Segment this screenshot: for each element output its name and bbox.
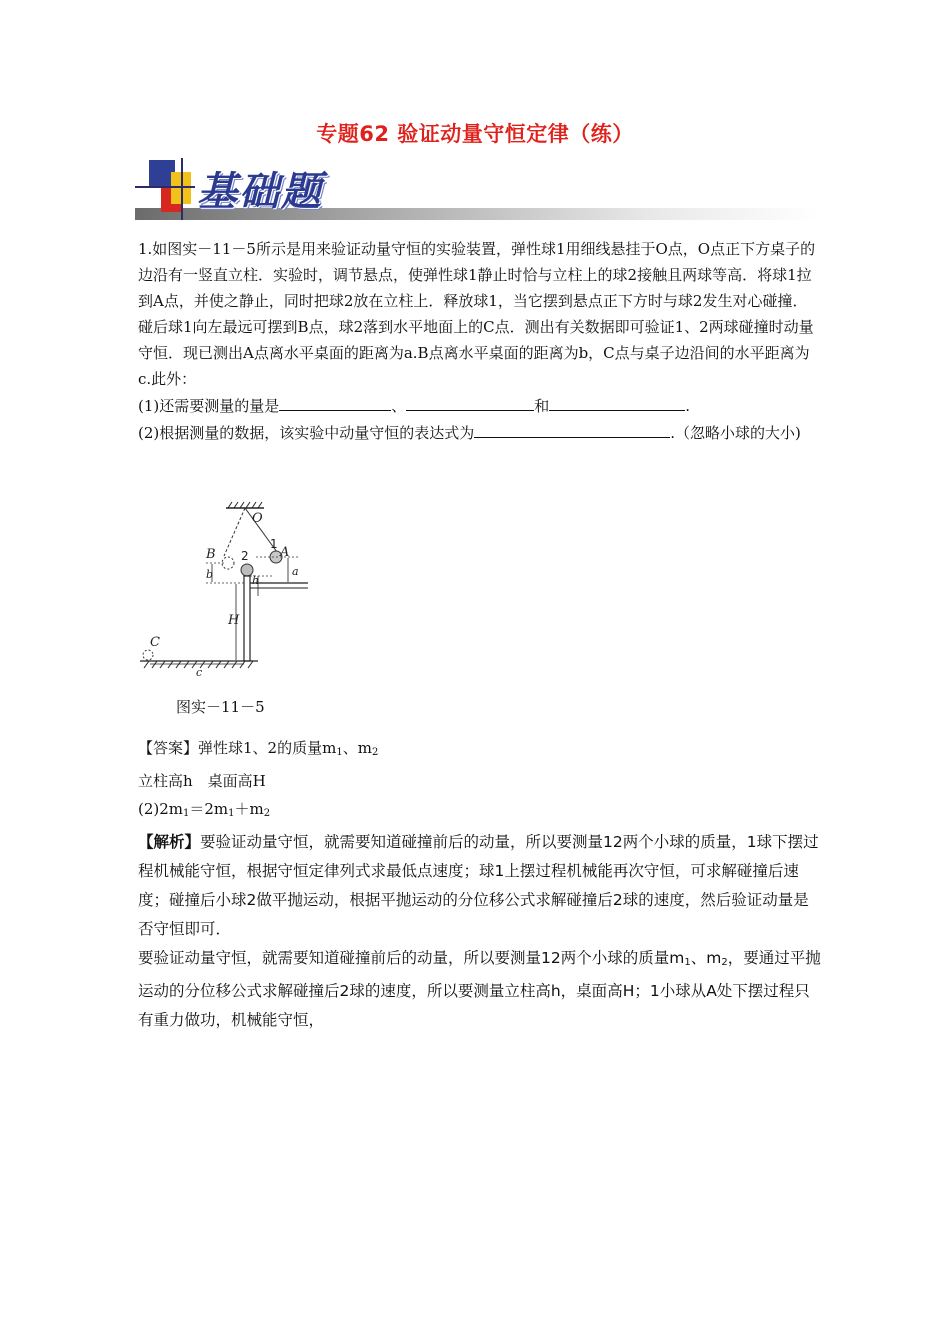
answer-blank-4 — [474, 419, 670, 438]
answer-text-1b: 、m — [342, 739, 372, 757]
question-1 — [138, 236, 818, 446]
label-big-h: H — [228, 613, 240, 628]
analysis-sub-2: 2 — [721, 957, 728, 968]
label-ball-1: 1 — [270, 537, 278, 551]
page-title: 专题62 验证动量守恒定律（练） — [316, 122, 634, 146]
part2-prefix: (2)根据测量的数据，该实验中动量守恒的表达式为 — [138, 424, 475, 442]
answer-eq-sub3: 2 — [263, 808, 271, 819]
answer-eq-sub1: 1 — [183, 808, 190, 819]
analysis-text-1: 要验证动量守恒，就需要知道碰撞前后的动量，所以要测量12两个小球的质量，1球下摆过程机械能守恒，根据守恒定律列式求最低点速度；球1上摆过程机械能再次守恒，可求解碰撞后速度；碰撞后小球2做平抛运动，根据平抛运动的分位移公式求解碰撞后2球的速度，然后验证动量是否守恒即可． — [138, 833, 819, 938]
banner-vertical-line — [181, 158, 183, 220]
question-part-2 — [138, 419, 818, 446]
label-a: A — [280, 545, 290, 560]
answer-section — [138, 734, 378, 828]
answer-label: 【答案】 — [138, 739, 199, 757]
analysis-text-2a: 要验证动量守恒，就需要知道碰撞前后的动量，所以要测量12两个小球的质量m — [138, 949, 685, 967]
experiment-diagram — [140, 500, 330, 680]
label-ball-2: 2 — [241, 549, 249, 563]
banner-horizontal-line — [135, 186, 195, 188]
answer-line-2: 立柱高h 桌面高H — [138, 772, 266, 790]
analysis-text-2c: ，要通过平抛运动的分位移公式求解碰撞后2球的速度，所以要测量立柱高h，桌面高H；1小球从A处下摆过程只有重力做功，机械能守恒， — [138, 949, 821, 1029]
answer-text-1: 弹性球1、2的质量m — [198, 739, 337, 757]
analysis-sub-1: 1 — [684, 957, 691, 968]
label-b-dist: b — [206, 568, 214, 581]
analysis-para-2 — [138, 944, 823, 1035]
analysis-label: 【解析】 — [138, 833, 201, 851]
answer-line-1 — [138, 734, 378, 767]
banner-label: 基础题 — [197, 168, 323, 215]
answer-eq-b: ＝2m — [189, 800, 229, 818]
label-a-dist: a — [292, 565, 299, 578]
question-part-1 — [138, 392, 818, 419]
analysis-section — [138, 828, 823, 1035]
part1-sep1: 、 — [391, 397, 407, 415]
answer-eq-sub2: 1 — [228, 808, 235, 819]
part1-prefix: (1)还需要测量的量是 — [138, 397, 280, 415]
label-c-point: C — [150, 635, 160, 650]
label-o: O — [252, 511, 263, 526]
post — [244, 576, 250, 661]
answer-blank-2 — [406, 392, 534, 411]
label-h: h — [252, 574, 260, 587]
analysis-para-1 — [138, 828, 823, 944]
label-c-dist: c — [196, 666, 203, 679]
section-banner — [135, 158, 820, 220]
answer-blank-3 — [549, 392, 685, 411]
label-b: B — [206, 547, 216, 562]
answer-blank-1 — [279, 392, 391, 411]
analysis-text-2b: 、m — [690, 949, 722, 967]
ball-c-position — [143, 650, 153, 660]
part2-suffix: .（忽略小球的大小) — [670, 424, 801, 442]
answer-sub-1: 1 — [336, 747, 343, 758]
figure-caption: 图实－11－5 — [176, 698, 265, 716]
answer-eq-c: ＋m — [234, 800, 264, 818]
question-stem: 1.如图实－11－5所示是用来验证动量守恒的实验装置，弹性球1用细线悬挂于O点，O点正下方桌子的边沿有一竖直立柱．实验时，调节悬点，使弹性球1静止时恰与立柱上的球2接触且两球等高．将球1拉到A点，并使之静止，同时把球2放在立柱上．释放球1，当它摆到悬点正下方时与球2发生对心碰撞．碰后球1向左最远可摆到B点，球2落到水平地面上的C点．测出有关数据即可验证1、2两球碰撞时动量守恒．现已测出A点离水平桌面的距离为a.B点离水平桌面的距离为b，C点与桌子边沿间的水平距离为c.此外： — [138, 240, 816, 388]
answer-eq-a: (2)2m — [138, 800, 184, 818]
answer-sub-2: 2 — [371, 747, 379, 758]
answer-line-3 — [138, 795, 378, 828]
part1-end: . — [685, 397, 691, 415]
part1-sep2: 和 — [534, 397, 550, 415]
